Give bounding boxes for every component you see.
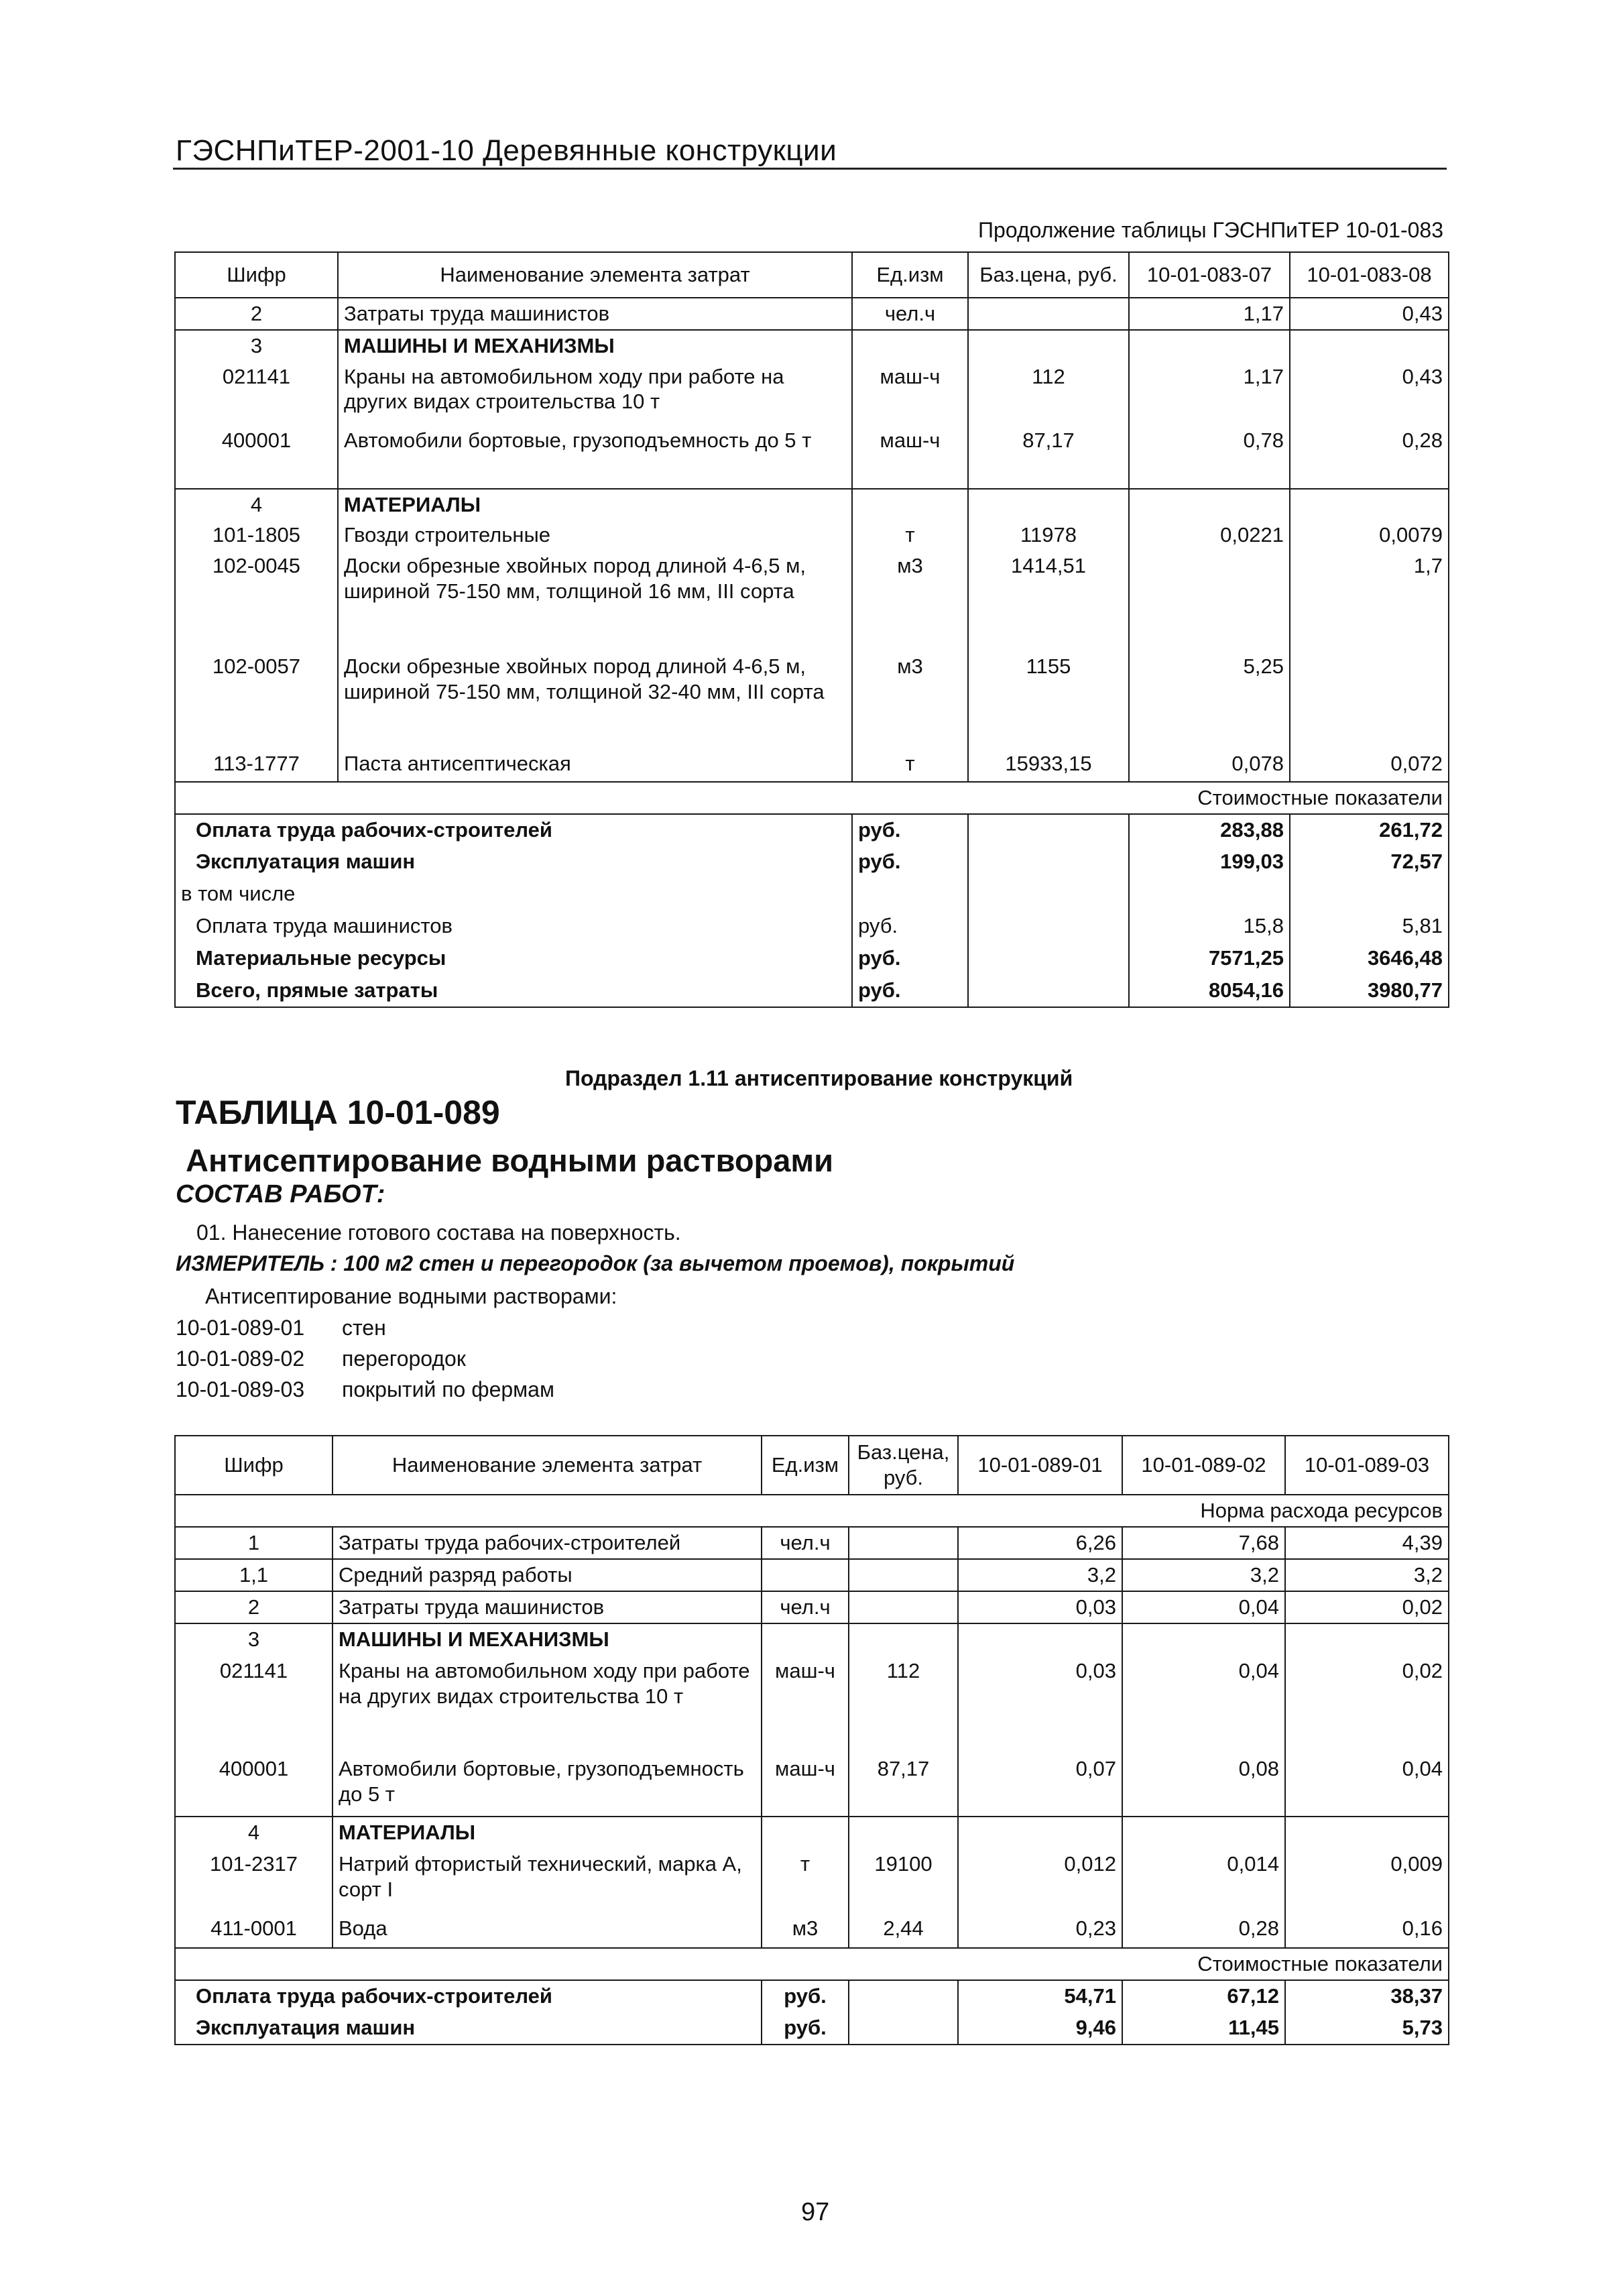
cost-value: 9,46 xyxy=(958,2012,1122,2045)
cell-name: Паста антисептическая xyxy=(338,748,852,782)
cell-section-title: МАТЕРИАЛЫ xyxy=(338,489,852,520)
table-row xyxy=(175,1754,1449,1817)
cell-price: 15933,15 xyxy=(968,748,1129,782)
header-rule xyxy=(173,168,1447,170)
cost-value: 67,12 xyxy=(1122,1980,1285,2012)
cell-price: 87,17 xyxy=(968,425,1129,489)
cost-value: 72,57 xyxy=(1290,846,1449,878)
cell-code: 101-2317 xyxy=(175,1849,333,1913)
code-desc: перегородок xyxy=(342,1346,466,1371)
cost-name: Оплата труда рабочих-строителей xyxy=(175,1980,762,2012)
cost-name: в том числе xyxy=(175,878,852,911)
table-row xyxy=(175,298,1449,330)
cell-code: 2 xyxy=(175,1591,333,1623)
code-item: 10-01-089-02 xyxy=(176,1346,305,1371)
cost-name: Материальные ресурсы xyxy=(175,943,852,975)
norm-label-row xyxy=(175,1495,1449,1527)
cost-value: 54,71 xyxy=(958,1980,1122,2012)
cell-name: Затраты труда машинистов xyxy=(338,298,852,330)
cost-indicators-label: Стоимостные показатели xyxy=(175,782,1449,814)
cost-indicators-row xyxy=(175,782,1449,814)
cell-code: 400001 xyxy=(175,1754,333,1817)
cost-price xyxy=(968,846,1129,878)
table-header-row xyxy=(175,252,1449,298)
cell-unit: маш-ч xyxy=(852,361,968,425)
cell-unit: чел.ч xyxy=(852,298,968,330)
cell-value xyxy=(1129,489,1290,520)
table-row xyxy=(175,489,1449,520)
table-row xyxy=(175,425,1449,489)
cost-price xyxy=(968,878,1129,911)
cell-unit: т xyxy=(762,1849,849,1913)
cell-value xyxy=(1290,489,1449,520)
cell-value: 0,43 xyxy=(1290,361,1449,425)
cell-value: 0,28 xyxy=(1290,425,1449,489)
cell-price xyxy=(849,1623,958,1656)
cell-value xyxy=(1122,1817,1285,1849)
cell-value: 0,012 xyxy=(958,1849,1122,1913)
cell-value: 0,02 xyxy=(1285,1656,1449,1754)
cost-row xyxy=(175,846,1449,878)
cell-code: 102-0057 xyxy=(175,651,338,748)
cost-row xyxy=(175,943,1449,975)
cell-value: 3,2 xyxy=(1285,1559,1449,1591)
running-header: ГЭСНПиТЕР-2001-10 Деревянные конструкции xyxy=(176,134,837,167)
table-continuation-note: Продолжение таблицы ГЭСНПиТЕР 10-01-083 xyxy=(978,218,1443,242)
cell-name: Затраты труда рабочих-строителей xyxy=(333,1527,762,1559)
cost-row xyxy=(175,1980,1449,2012)
code-desc: покрытий по фермам xyxy=(342,1377,554,1401)
header-name: Наименование элемента затрат xyxy=(338,252,852,298)
cell-unit xyxy=(762,1559,849,1591)
cell-value: 0,23 xyxy=(958,1913,1122,1948)
table-row xyxy=(175,1849,1449,1913)
cell-unit: м3 xyxy=(762,1913,849,1948)
cost-row xyxy=(175,911,1449,943)
measure-unit: ИЗМЕРИТЕЛЬ : 100 м2 стен и перегородок (за вычетом проемов), покрытий xyxy=(176,1251,1015,1275)
cost-row xyxy=(175,975,1449,1007)
header-base-price: Баз.цена, руб. xyxy=(849,1436,958,1495)
table-row xyxy=(175,1559,1449,1591)
cost-value xyxy=(1129,878,1290,911)
cell-code: 102-0045 xyxy=(175,551,338,651)
cost-indicators-label: Стоимостные показатели xyxy=(175,1948,1449,1980)
cell-name: Гвозди строительные xyxy=(338,520,852,551)
cell-value xyxy=(1290,651,1449,748)
cell-price xyxy=(849,1527,958,1559)
code-item: 10-01-089-03 xyxy=(176,1377,305,1401)
header-col-089-01: 10-01-089-01 xyxy=(958,1436,1122,1495)
cost-unit xyxy=(852,878,968,911)
cost-value: 5,73 xyxy=(1285,2012,1449,2045)
cell-unit: т xyxy=(852,748,968,782)
cost-price xyxy=(849,2012,958,2045)
table-row xyxy=(175,551,1449,651)
table-row xyxy=(175,1527,1449,1559)
cell-price: 19100 xyxy=(849,1849,958,1913)
cost-unit: руб. xyxy=(852,814,968,846)
header-base-price: Баз.цена, руб. xyxy=(968,252,1129,298)
cell-value xyxy=(1122,1623,1285,1656)
cell-unit xyxy=(852,330,968,361)
cell-unit xyxy=(762,1623,849,1656)
cell-code: 3 xyxy=(175,330,338,361)
cell-value: 0,07 xyxy=(958,1754,1122,1817)
cell-value xyxy=(958,1817,1122,1849)
table-row xyxy=(175,1623,1449,1656)
cell-price xyxy=(968,330,1129,361)
cell-code: 400001 xyxy=(175,425,338,489)
cell-unit: чел.ч xyxy=(762,1591,849,1623)
cell-price: 87,17 xyxy=(849,1754,958,1817)
code-item: 10-01-089-01 xyxy=(176,1316,305,1340)
subsection-title: Подраздел 1.11 антисептирование конструкций xyxy=(565,1066,1073,1090)
cell-unit xyxy=(852,489,968,520)
cell-unit: м3 xyxy=(852,651,968,748)
cell-price: 1414,51 xyxy=(968,551,1129,651)
cost-name: Эксплуатация машин xyxy=(175,846,852,878)
cost-value: 261,72 xyxy=(1290,814,1449,846)
header-col-083-08: 10-01-083-08 xyxy=(1290,252,1449,298)
cell-section-title: МАТЕРИАЛЫ xyxy=(333,1817,762,1849)
cell-price: 112 xyxy=(849,1656,958,1754)
cell-value: 0,28 xyxy=(1122,1913,1285,1948)
cost-value: 5,81 xyxy=(1290,911,1449,943)
cost-value: 7571,25 xyxy=(1129,943,1290,975)
cost-unit: руб. xyxy=(852,911,968,943)
cell-code: 101-1805 xyxy=(175,520,338,551)
cell-value: 0,072 xyxy=(1290,748,1449,782)
cost-value: 38,37 xyxy=(1285,1980,1449,2012)
cell-name: Автомобили бортовые, грузоподъемность до 5 т xyxy=(338,425,852,489)
cell-unit: чел.ч xyxy=(762,1527,849,1559)
cost-price xyxy=(849,1980,958,2012)
cell-value: 0,78 xyxy=(1129,425,1290,489)
cost-value xyxy=(1290,878,1449,911)
cell-code: 113-1777 xyxy=(175,748,338,782)
resource-table-10-01-083 xyxy=(174,251,1449,1008)
cell-price xyxy=(968,298,1129,330)
cell-value: 0,16 xyxy=(1285,1913,1449,1948)
cost-row xyxy=(175,2012,1449,2045)
cost-price xyxy=(968,911,1129,943)
cell-value: 0,04 xyxy=(1285,1754,1449,1817)
cell-code: 4 xyxy=(175,1817,333,1849)
header-unit: Ед.изм xyxy=(762,1436,849,1495)
cell-value: 0,43 xyxy=(1290,298,1449,330)
cell-name: Натрий фтористый технический, марка А, сорт I xyxy=(333,1849,762,1913)
cell-value: 0,0221 xyxy=(1129,520,1290,551)
cell-name: Доски обрезные хвойных пород длиной 4-6,5 м, шириной 75-150 мм, толщиной 16 мм, III сорта xyxy=(338,551,852,651)
cost-value: 11,45 xyxy=(1122,2012,1285,2045)
cell-value xyxy=(958,1623,1122,1656)
resource-table-10-01-089 xyxy=(174,1435,1449,2045)
header-col-089-02: 10-01-089-02 xyxy=(1122,1436,1285,1495)
cell-name: Средний разряд работы xyxy=(333,1559,762,1591)
cost-indicators-row xyxy=(175,1948,1449,1980)
cell-value: 0,009 xyxy=(1285,1849,1449,1913)
cell-value xyxy=(1129,330,1290,361)
cell-name: Вода xyxy=(333,1913,762,1948)
cell-value: 3,2 xyxy=(1122,1559,1285,1591)
cell-unit xyxy=(762,1817,849,1849)
table-row xyxy=(175,651,1449,748)
cell-price: 1155 xyxy=(968,651,1129,748)
cell-price xyxy=(968,489,1129,520)
cell-code: 021141 xyxy=(175,1656,333,1754)
cost-name: Оплата труда машинистов xyxy=(175,911,852,943)
cell-unit: м3 xyxy=(852,551,968,651)
cell-code: 3 xyxy=(175,1623,333,1656)
header-col-083-07: 10-01-083-07 xyxy=(1129,252,1290,298)
table-row xyxy=(175,748,1449,782)
cost-value: 8054,16 xyxy=(1129,975,1290,1007)
cell-value: 0,04 xyxy=(1122,1591,1285,1623)
cell-value: 5,25 xyxy=(1129,651,1290,748)
cell-price xyxy=(849,1591,958,1623)
cell-name: Краны на автомобильном ходу при работе на других видах строительства 10 т xyxy=(333,1656,762,1754)
cell-code: 411-0001 xyxy=(175,1913,333,1948)
work-composition-label: СОСТАВ РАБОТ: xyxy=(176,1180,385,1208)
table-row xyxy=(175,1913,1449,1948)
cost-value: 283,88 xyxy=(1129,814,1290,846)
cost-price xyxy=(968,814,1129,846)
cost-unit: руб. xyxy=(852,846,968,878)
cell-price xyxy=(849,1817,958,1849)
cell-section-title: МАШИНЫ И МЕХАНИЗМЫ xyxy=(333,1623,762,1656)
cell-value: 1,17 xyxy=(1129,298,1290,330)
table-row xyxy=(175,520,1449,551)
cell-value: 0,0079 xyxy=(1290,520,1449,551)
cell-value: 4,39 xyxy=(1285,1527,1449,1559)
cost-value: 3646,48 xyxy=(1290,943,1449,975)
cell-value xyxy=(1290,330,1449,361)
table-row xyxy=(175,361,1449,425)
cell-value: 0,014 xyxy=(1122,1849,1285,1913)
cell-value xyxy=(1129,551,1290,651)
cell-value xyxy=(1285,1623,1449,1656)
cell-unit: маш-ч xyxy=(762,1754,849,1817)
cell-name: Краны на автомобильном ходу при работе на других видах строительства 10 т xyxy=(338,361,852,425)
cost-unit: руб. xyxy=(852,943,968,975)
cost-value: 3980,77 xyxy=(1290,975,1449,1007)
table-title: ТАБЛИЦА 10-01-089 xyxy=(176,1094,500,1131)
cost-row xyxy=(175,878,1449,911)
work-item: 01. Нанесение готового состава на поверхность. xyxy=(196,1220,681,1245)
cost-name: Оплата труда рабочих-строителей xyxy=(175,814,852,846)
cell-section-title: МАШИНЫ И МЕХАНИЗМЫ xyxy=(338,330,852,361)
header-col-089-03: 10-01-089-03 xyxy=(1285,1436,1449,1495)
cell-unit: маш-ч xyxy=(762,1656,849,1754)
cell-value: 3,2 xyxy=(958,1559,1122,1591)
cost-name: Эксплуатация машин xyxy=(175,2012,762,2045)
cell-price xyxy=(849,1559,958,1591)
page-number: 97 xyxy=(801,2198,830,2226)
cell-name: Доски обрезные хвойных пород длиной 4-6,5 м, шириной 75-150 мм, толщиной 32-40 мм, III сорта xyxy=(338,651,852,748)
cell-code: 2 xyxy=(175,298,338,330)
cell-name: Автомобили бортовые, грузоподъемность до 5 т xyxy=(333,1754,762,1817)
cost-row xyxy=(175,814,1449,846)
cell-code: 021141 xyxy=(175,361,338,425)
cell-unit: маш-ч xyxy=(852,425,968,489)
cell-price: 11978 xyxy=(968,520,1129,551)
table-row xyxy=(175,1817,1449,1849)
cell-name: Затраты труда машинистов xyxy=(333,1591,762,1623)
cell-value: 0,078 xyxy=(1129,748,1290,782)
cost-price xyxy=(968,943,1129,975)
cell-value: 0,03 xyxy=(958,1656,1122,1754)
cost-price xyxy=(968,975,1129,1007)
cost-unit: руб. xyxy=(762,2012,849,2045)
work-title: Антисептирование водными растворами xyxy=(186,1143,834,1178)
table-row xyxy=(175,1656,1449,1754)
cell-value: 0,02 xyxy=(1285,1591,1449,1623)
cost-unit: руб. xyxy=(762,1980,849,2012)
cost-value: 15,8 xyxy=(1129,911,1290,943)
header-code: Шифр xyxy=(175,1436,333,1495)
cost-value: 199,03 xyxy=(1129,846,1290,878)
cell-value: 6,26 xyxy=(958,1527,1122,1559)
cell-price: 112 xyxy=(968,361,1129,425)
cell-value: 7,68 xyxy=(1122,1527,1285,1559)
cell-value: 0,08 xyxy=(1122,1754,1285,1817)
cost-name: Всего, прямые затраты xyxy=(175,975,852,1007)
cell-code: 1,1 xyxy=(175,1559,333,1591)
table-header-row xyxy=(175,1436,1449,1495)
table-row xyxy=(175,1591,1449,1623)
norm-label: Норма расхода ресурсов xyxy=(175,1495,1449,1527)
cell-code: 1 xyxy=(175,1527,333,1559)
cell-value: 0,04 xyxy=(1122,1656,1285,1754)
cell-unit: т xyxy=(852,520,968,551)
code-desc: стен xyxy=(342,1316,386,1340)
cell-price: 2,44 xyxy=(849,1913,958,1948)
header-unit: Ед.изм xyxy=(852,252,968,298)
cell-value: 1,17 xyxy=(1129,361,1290,425)
cell-value xyxy=(1285,1817,1449,1849)
codes-intro: Антисептирование водными растворами: xyxy=(205,1284,617,1308)
cell-value: 1,7 xyxy=(1290,551,1449,651)
cell-value: 0,03 xyxy=(958,1591,1122,1623)
table-row xyxy=(175,330,1449,361)
cost-unit: руб. xyxy=(852,975,968,1007)
cell-code: 4 xyxy=(175,489,338,520)
header-code: Шифр xyxy=(175,252,338,298)
header-name: Наименование элемента затрат xyxy=(333,1436,762,1495)
